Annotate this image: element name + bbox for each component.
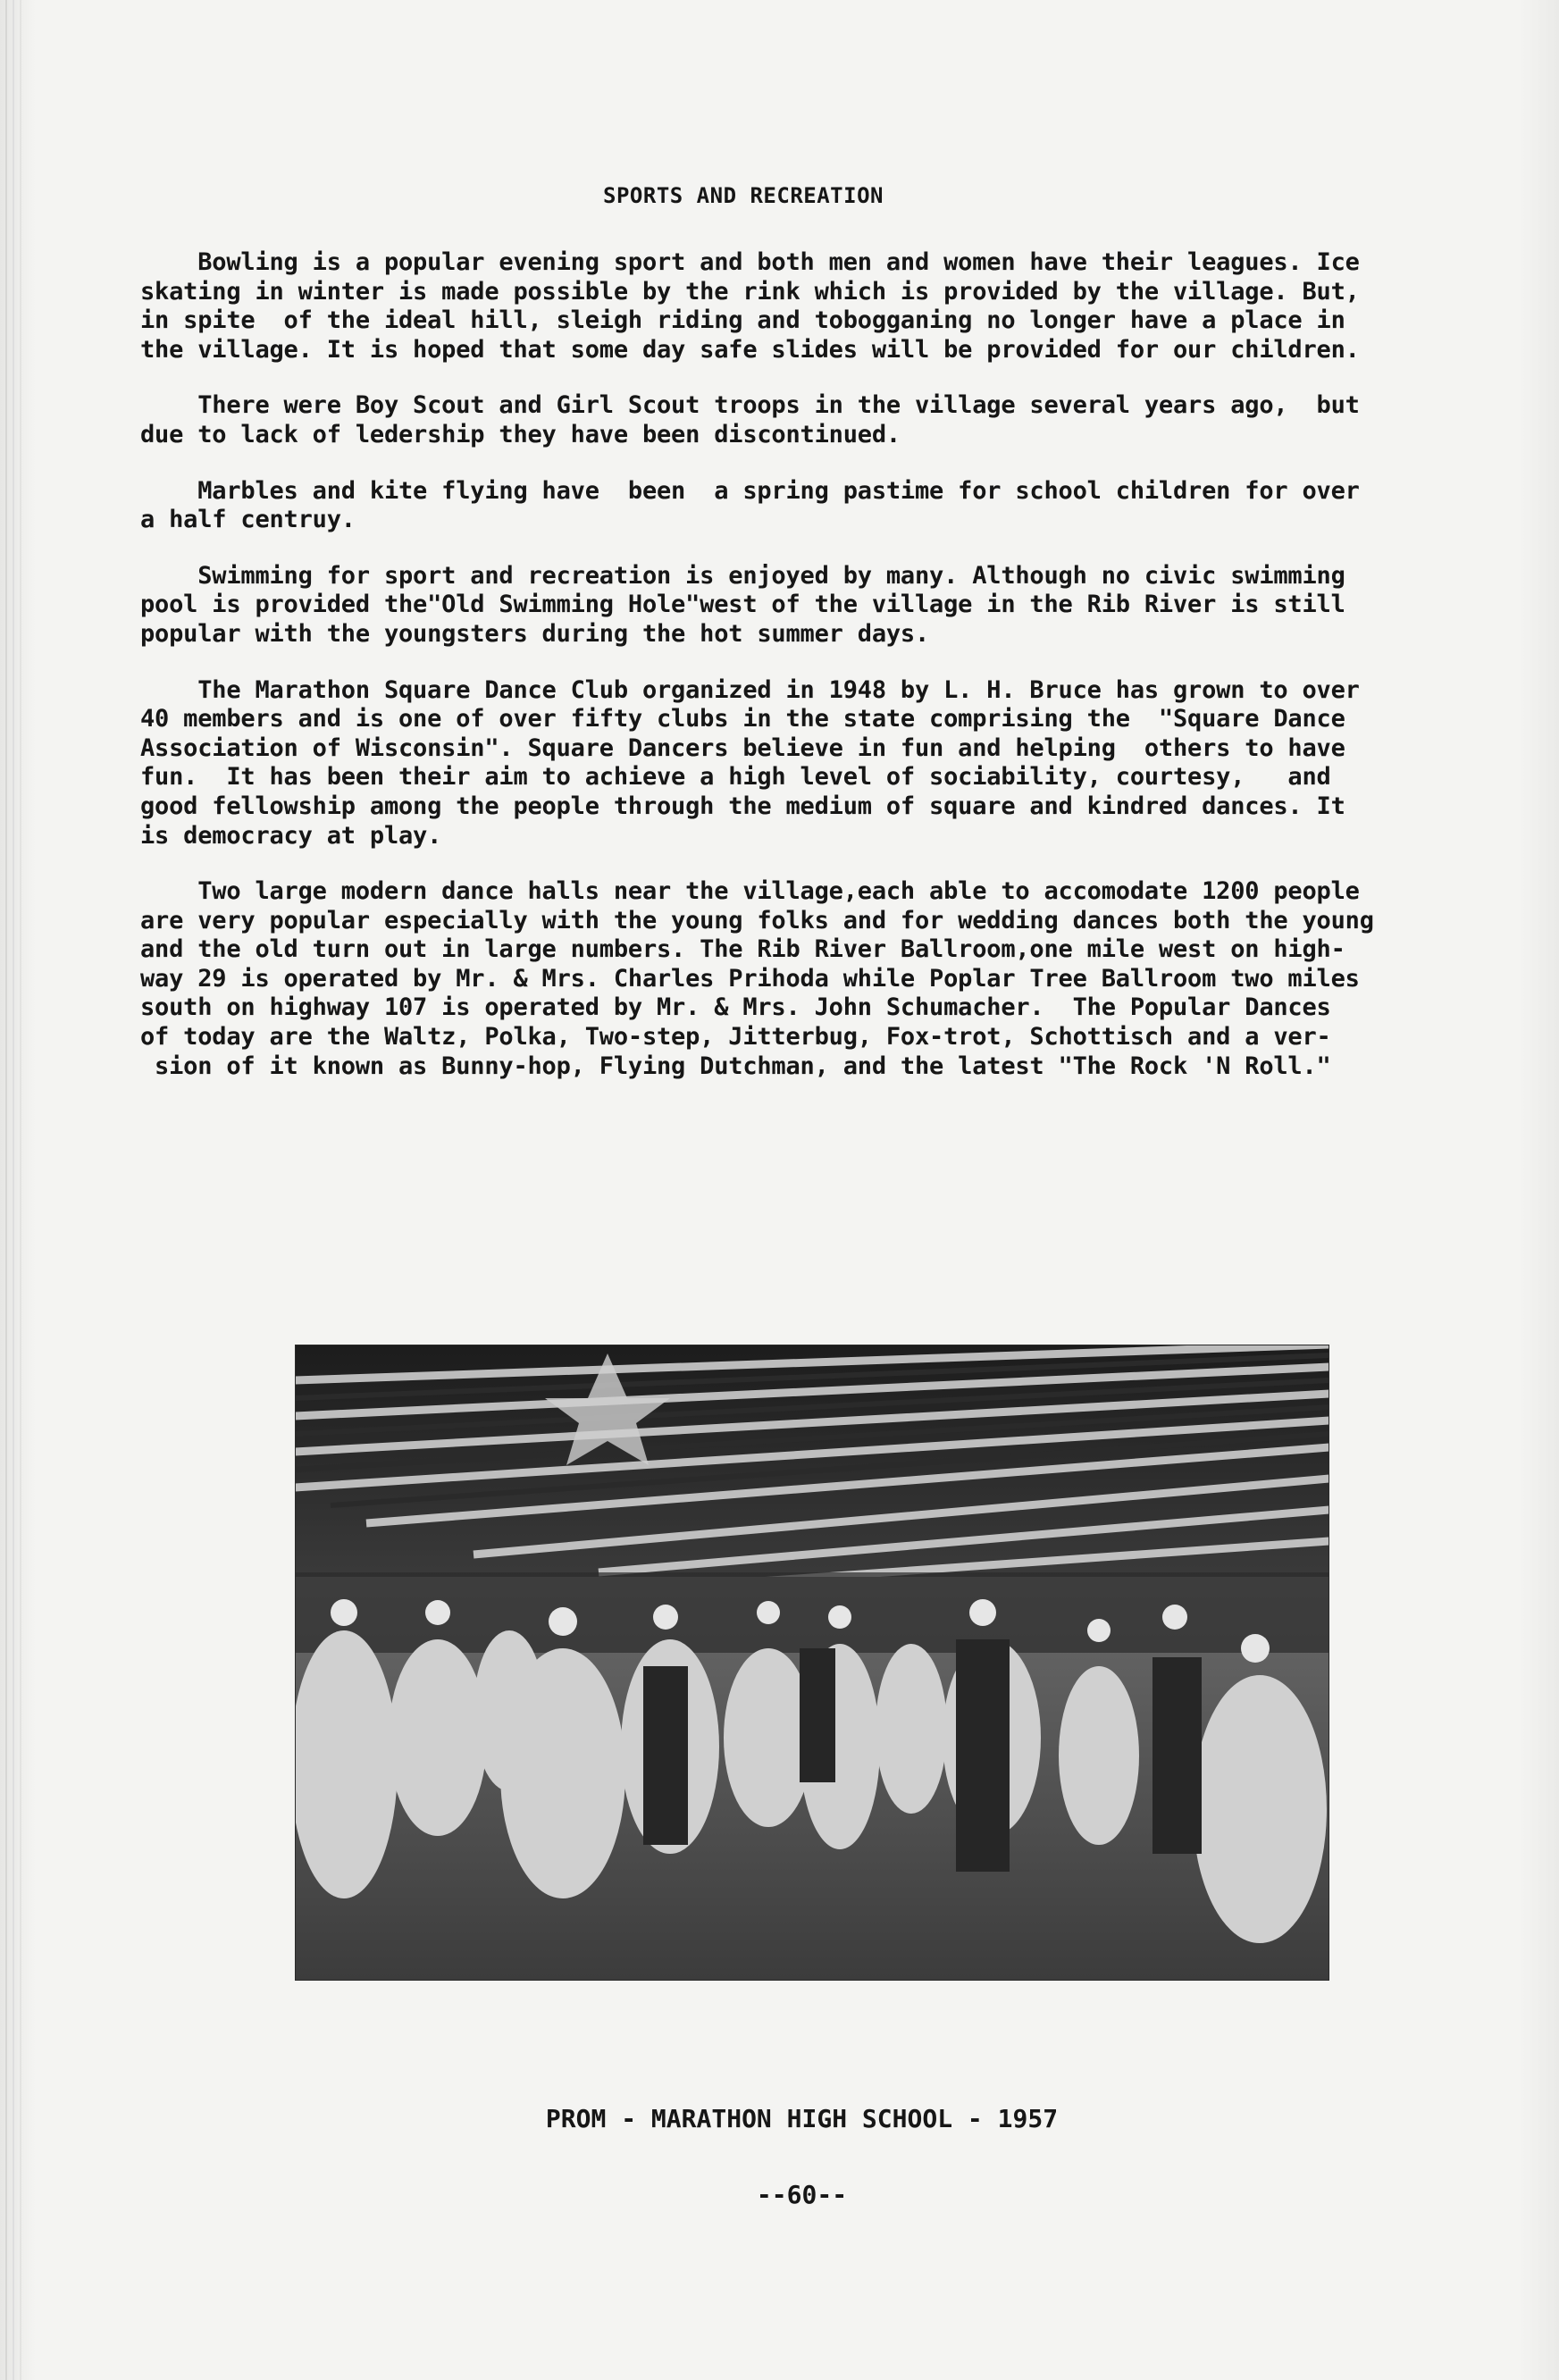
paragraph-bowling: Bowling is a popular evening sport and both men and women have their leagues. Ice skating in winter is made possible by the rink which is provided by the village. But, in spite of the ideal hill, sleigh riding and tobogganing no longer have a place in the village. It is hoped that some day safe slides will be provided for our children. [140, 248, 1360, 364]
paragraph-marbles: Marbles and kite flying have been a spring pastime for school children for over a half centruy. [140, 476, 1360, 534]
paragraph-dance-halls: Two large modern dance halls near the village,each able to accomodate 1200 people are very popular especially with the young folks and for wedding dances both the young and the old turn out in large numbers. The Rib River Ballroom,one mile west on high- way 29 is operated by Mr. & Mrs. Charles Prihoda while Poplar Tree Ballroom two miles south on highway 107 is operated by Mr. & Mrs. John Schumacher. The Popular Dances of today are the Waltz, Polka, Two-step, Jitterbug, Fox-trot, Schottisch and a ver- sion of it known as Bunny-hop, Flying Dutchman, and the latest "The Rock 'N Roll." [140, 877, 1374, 1080]
page-edge [13, 0, 14, 2380]
paragraph-swimming: Swimming for sport and recreation is enjoyed by many. Although no civic swimming pool is provided the"Old Swimming Hole"west of the village in the Rib River is still popular with the youngsters during the hot summer days. [140, 561, 1345, 648]
paragraph-scouts: There were Boy Scout and Girl Scout troops in the village several years ago, but due to lack of ledership they have been discontinued. [140, 391, 1360, 448]
section-heading: SPORTS AND RECREATION [603, 183, 884, 208]
page-number: --60-- [756, 2180, 848, 2209]
page-edge [20, 0, 21, 2380]
prom-dance-photo [295, 1345, 1329, 1981]
page-edge [5, 0, 7, 2380]
paragraph-square-dance: The Marathon Square Dance Club organized in 1948 by L. H. Bruce has grown to over 40 members and is one of over fifty clubs in the state comprising the "Square Dance Association of Wisconsin". Square Dancers believe in fun and helping others to have fun. It has been their aim to achieve a high level of sociability, courtesy, and good fellowship among the people through the medium of square and kindred dances. It is democracy at play. [140, 675, 1360, 850]
article [140, 183, 1480, 1108]
photo-caption: PROM - MARATHON HIGH SCHOOL - 1957 [545, 2104, 1059, 2133]
